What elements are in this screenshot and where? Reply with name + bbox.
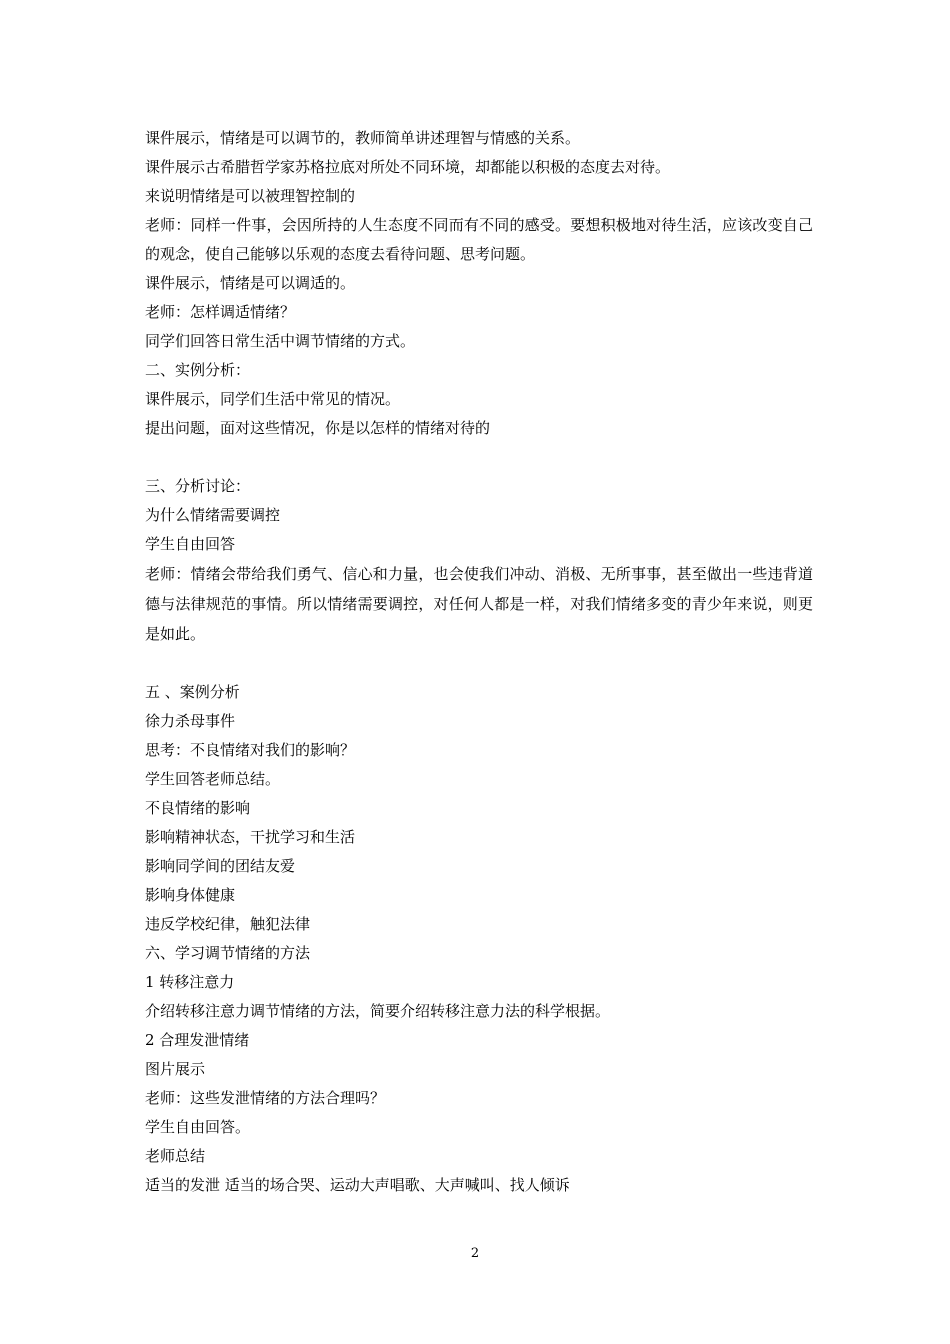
text-line: 影响身体健康 [145, 886, 236, 904]
text-line: 老师：怎样调适情绪？ [145, 303, 296, 321]
text-line: 老师：这些发泄情绪的方法合理吗？ [145, 1089, 386, 1107]
section-heading: 六、学习调节情绪的方法 [145, 944, 311, 962]
blank-line [145, 443, 813, 472]
text-paragraph: 老师：同样一件事，会因所持的人生态度不同而有不同的感受。要想积极地对待生活，应该改变自己的观念，使自己能够以乐观的态度去看待问题、思考问题。 [145, 216, 813, 263]
text-line: 违反学校纪律，触犯法律 [145, 915, 311, 933]
text-line: 课件展示，同学们生活中常见的情况。 [145, 390, 401, 408]
text-line: 图片展示 [145, 1060, 206, 1078]
subsection-heading: 2 合理发泄情绪 [145, 1031, 250, 1049]
text-line: 适当的发泄 适当的场合哭、运动大声唱歌、大声喊叫、找人倾诉 [145, 1176, 570, 1194]
text-line: 同学们回答日常生活中调节情绪的方式。 [145, 332, 416, 350]
text-line: 老师总结 [145, 1147, 206, 1165]
text-line: 课件展示古希腊哲学家苏格拉底对所处不同环境，却都能以积极的态度去对待。 [145, 158, 671, 176]
text-line: 不良情绪的影响 [145, 799, 251, 817]
text-line: 徐力杀母事件 [145, 712, 236, 730]
subsection-heading: 1 转移注意力 [145, 973, 235, 991]
text-line: 来说明情绪是可以被理智控制的 [145, 187, 356, 205]
text-line: 影响精神状态，干扰学习和生活 [145, 828, 356, 846]
text-line: 介绍转移注意力调节情绪的方法，简要介绍转移注意力法的科学根据。 [145, 1002, 611, 1020]
text-line: 为什么情绪需要调控 [145, 506, 281, 524]
text-line: 学生回答老师总结。 [145, 770, 281, 788]
section-heading: 三、分析讨论： [145, 477, 251, 495]
text-line: 思考：不良情绪对我们的影响？ [145, 741, 356, 759]
document-body [145, 124, 813, 1200]
text-line: 学生自由回答 [145, 535, 236, 553]
text-line: 学生自由回答。 [145, 1118, 251, 1136]
section-heading: 五 、案例分析 [145, 683, 240, 701]
text-line: 提出问题，面对这些情况，你是以怎样的情绪对待的 [145, 419, 491, 437]
text-paragraph: 老师：情绪会带给我们勇气、信心和力量，也会使我们冲动、消极、无所事事，甚至做出一些违背道德与法律规范的事情。所以情绪需要调控，对任何人都是一样，对我们情绪多变的青少年来说，则更是如此。 [145, 565, 813, 643]
text-line: 课件展示，情绪是可以调节的，教师简单讲述理智与情感的关系。 [145, 129, 581, 147]
text-line: 影响同学间的团结友爱 [145, 857, 296, 875]
text-line: 课件展示，情绪是可以调适的。 [145, 274, 356, 292]
page-number: 2 [470, 1246, 480, 1261]
section-heading: 二、实例分析： [145, 361, 251, 379]
blank-line [145, 649, 813, 678]
